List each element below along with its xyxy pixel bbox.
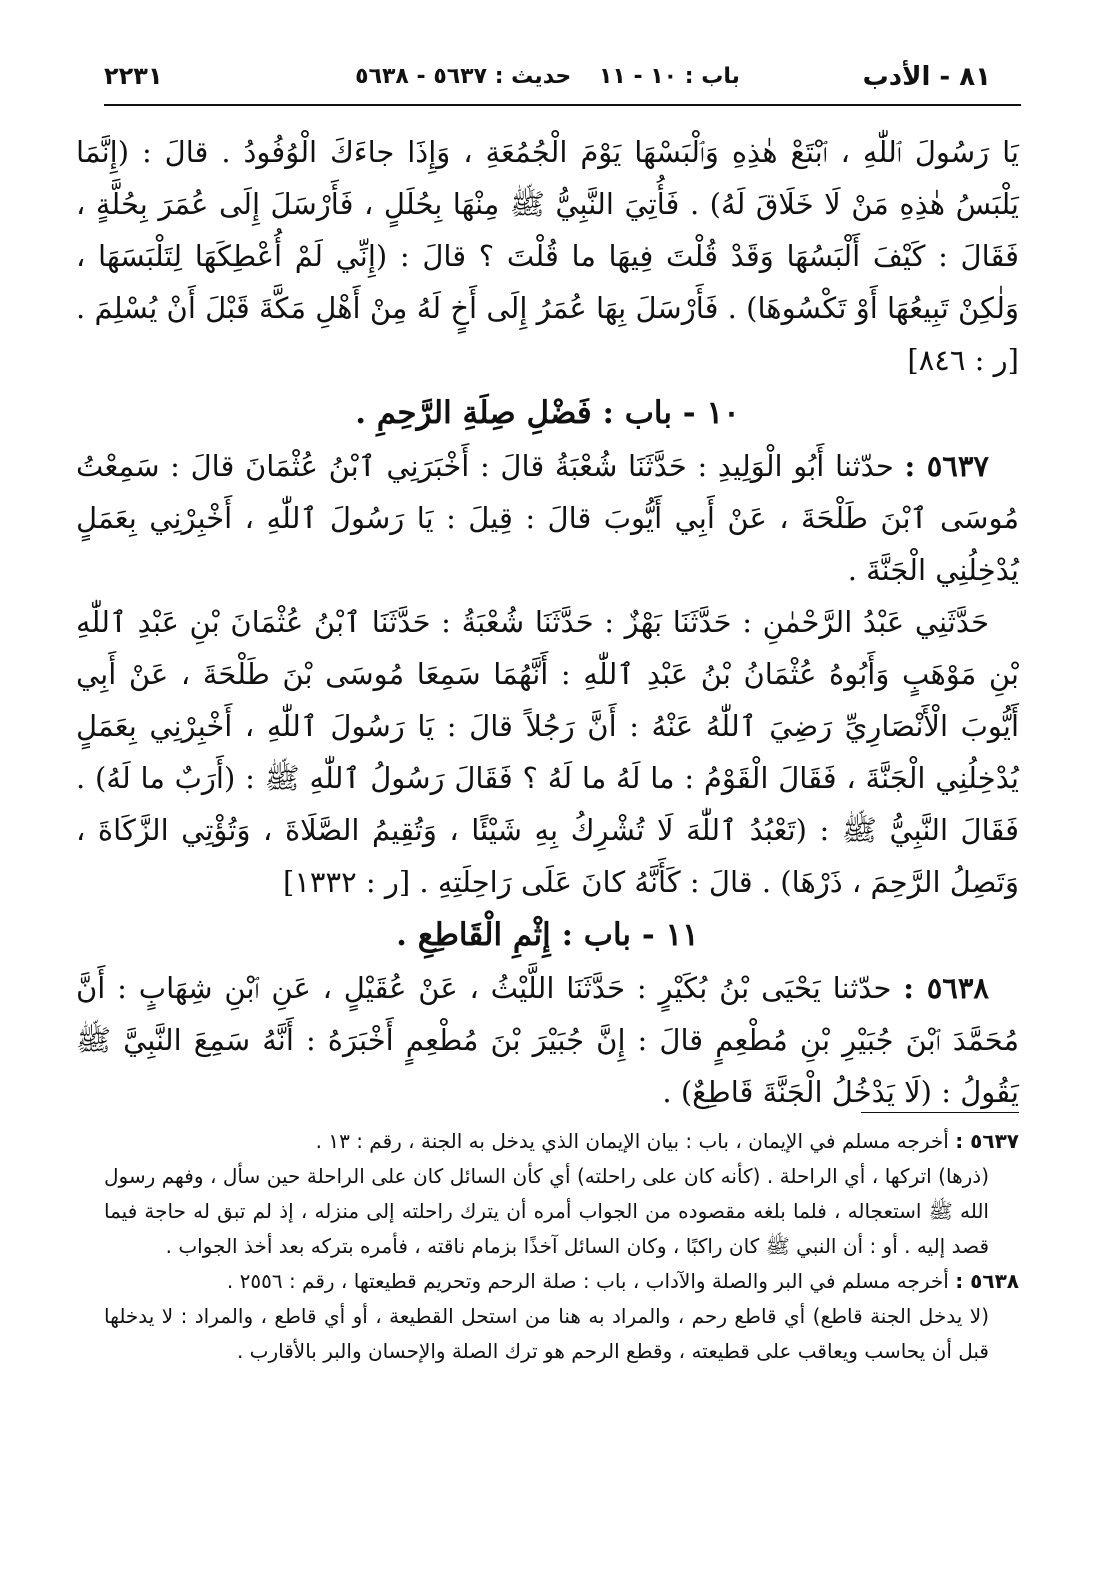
hadith-number: ٥٦٣٧ : (904, 449, 989, 483)
footnote-5638-note: (لا يدخل الجنة قاطع) أي قاطع رحم ، والمراد به هنا من استحل القطيعة ، أو أي قاطع ، والمراد : لا يدخلها قبل أن يحاسب ويعاقب على قطيعته ، وقطع الرحم هو ترك الصلة والإحسان والبر بالأقارب . (104, 1304, 989, 1363)
page-number: ٢٢٣١ (104, 62, 163, 90)
hadith-5637-alt-chain: حَدَّثَنِي عَبْدُ الرَّحْمٰنِ : حَدَّثَنَا بَهْزٌ : حَدَّثَنَا شُعْبَةُ : حَدَّثَنَا ٱبْنُ عُثْمَانَ بْنِ عَبْدِ ٱللّٰهِ بْنِ مَوْهَبٍ وَأَبُوهُ عُثْمَانُ بْنُ عَبْدِ ٱللّٰهِ : أَنَّهُمَا سَمِعَا مُوسَى بْنَ طَلْحَةَ ، عَنْ أَبِي أَيُّوبَ الْأَنْصَارِيِّ رَضِيَ ٱللّٰهُ عَنْهُ : أَنَّ رَجُلاً قالَ : يَا رَسُولَ ٱللّٰهِ ، أَخْبِرْنِي بِعَمَلٍ يُدْخِلُنِي الْجَنَّةَ ، فَقَالَ الْقَوْمُ : ما لَهُ ما لَهُ ؟ فَقَالَ رَسُولُ ٱللّٰهِ ﷺ : (أَرَبٌ ما لَهُ) . فَقَالَ النَّبِيُّ ﷺ : (تَعْبُدُ ٱللّٰهَ لَا تُشْرِكُ بِهِ شَيْئًا ، وَتُقِيمُ الصَّلَاةَ ، وَتُؤْتِي الزَّكَاةَ ، وَتَصِلُ الرَّحِمَ ، ذَرْهَا) . قالَ : كَأَنَّهُ كانَ عَلَى رَاحِلَتِهِ . [ر : ١٣٣٢] (76, 605, 1019, 899)
hadith-reference: حديث : ٥٦٣٧ - ٥٦٣٨ (355, 64, 572, 89)
footnote-5637-ref (104, 1124, 1019, 1159)
chapter-title: إِثْمِ الْقَاطِعِ . (396, 917, 551, 953)
hadith-number: ٥٦٣٨ : (903, 971, 989, 1005)
chapter-number: ١٠ - باب : (602, 395, 740, 431)
hadith-5637 (76, 440, 1019, 596)
header-reference (104, 64, 991, 89)
header-rule (104, 104, 1021, 106)
footnote-5638-ref (104, 1264, 1019, 1299)
page-header (104, 56, 991, 96)
main-text (76, 126, 1019, 1118)
bab-reference: باب : ١٠ - ١١ (598, 64, 740, 89)
footnote-reference: أخرجه مسلم في البر والصلة والآداب ، باب : صلة الرحم وتحريم قطيعتها ، رقم : ٢٥٥٦ . (226, 1269, 949, 1293)
hadith-text: حدّثنا يَحْيَى بْنُ بُكَيْرٍ : حَدَّثَنَا اللَّيْثُ ، عَنْ عُقَيْلٍ ، عَنِ ٱبْنِ شِهَابٍ : أَنَّ مُحَمَّدَ ٱبْنَ جُبَيْرِ بْنِ مُطْعِمٍ قالَ : إِنَّ جُبَيْرَ بْنَ مُطْعِمٍ أَخْبَرَهُ : أَنَّهُ سَمِعَ النَّبِيَّ ﷺ يَقُولُ : (لَا يَدْخُلُ الْجَنَّةَ قَاطِعٌ) . (76, 971, 1019, 1109)
chapter-title: فَضْلِ صِلَةِ الرَّحِمِ . (355, 395, 592, 431)
footnotes (104, 1124, 1019, 1369)
book-title: ٨١ - الأدب (862, 62, 991, 92)
chapter-heading-10 (76, 386, 1019, 440)
hadith-text: حدّثنا أَبُو الْوَلِيدِ : حَدَّثَنَا شُعْبَةُ قالَ : أَخْبَرَنِي ٱبْنُ عُثْمَانَ قالَ : سَمِعْتُ مُوسَى ٱبْنَ طَلْحَةَ ، عَنْ أَبِي أَيُّوبَ قالَ : قِيلَ : يَا رَسُولَ ٱللّٰهِ ، أَخْبِرْنِي بِعَمَلٍ يُدْخِلُنِي الْجَنَّةَ . (76, 449, 1019, 587)
footnote-number: ٥٦٣٧ : (955, 1129, 1019, 1153)
footnote-rule (861, 1112, 1019, 1113)
chapter-number: ١١ - باب : (561, 917, 699, 953)
chapter-heading-11 (76, 908, 1019, 962)
hadith-5638 (76, 962, 1019, 1118)
footnote-5637-note: (ذرها) اتركها ، أي الراحلة . (كأنه كان على راحلته) أي كأن السائل كان على الراحلة حين سأل ، وفهم رسول الله ﷺ استعجاله ، فلما بلغه مقصوده من الجواب أمره أن يترك راحلته إلى منزله ، إذ لم تبق له حاجة فيما قصد إليه . أو : أن النبي ﷺ كان راكبًا ، وكان السائل آخذًا بزمام ناقته ، فأمره بتركه بعد أخذ الجواب . (104, 1164, 989, 1258)
continued-paragraph: يَا رَسُولَ ٱللّٰهِ ، ٱبْتَعْ هٰذِهِ وَٱلْبَسْهَا يَوْمَ الْجُمُعَةِ ، وَإِذَا جاءَكَ الْوُفُودُ . قالَ : (إِنَّمَا يَلْبَسُ هٰذِهِ مَنْ لَا خَلَاقَ لَهُ) . فَأُتِيَ النَّبِيُّ ﷺ مِنْهَا بِحُلَلٍ ، فَأَرْسَلَ إِلَى عُمَرَ بِحُلَّةٍ ، فَقَالَ : كَيْفَ أَلْبَسُهَا وَقَدْ قُلْتَ فِيهَا ما قُلْتَ ؟ قالَ : (إِنِّي لَمْ أُعْطِكَهَا لِتَلْبَسَهَا ، وَلٰكِنْ تَبِيعُهَا أَوْ تَكْسُوهَا) . فَأَرْسَلَ بِهَا عُمَرُ إِلَى أَخٍ لَهُ مِنْ أَهْلِ مَكَّةَ قَبْلَ أَنْ يُسْلِمَ . [ر : ٨٤٦] (76, 135, 1020, 377)
footnote-reference: أخرجه مسلم في الإيمان ، باب : بيان الإيمان الذي يدخل به الجنة ، رقم : ١٣ . (315, 1129, 949, 1153)
footnote-number: ٥٦٣٨ : (955, 1269, 1019, 1293)
